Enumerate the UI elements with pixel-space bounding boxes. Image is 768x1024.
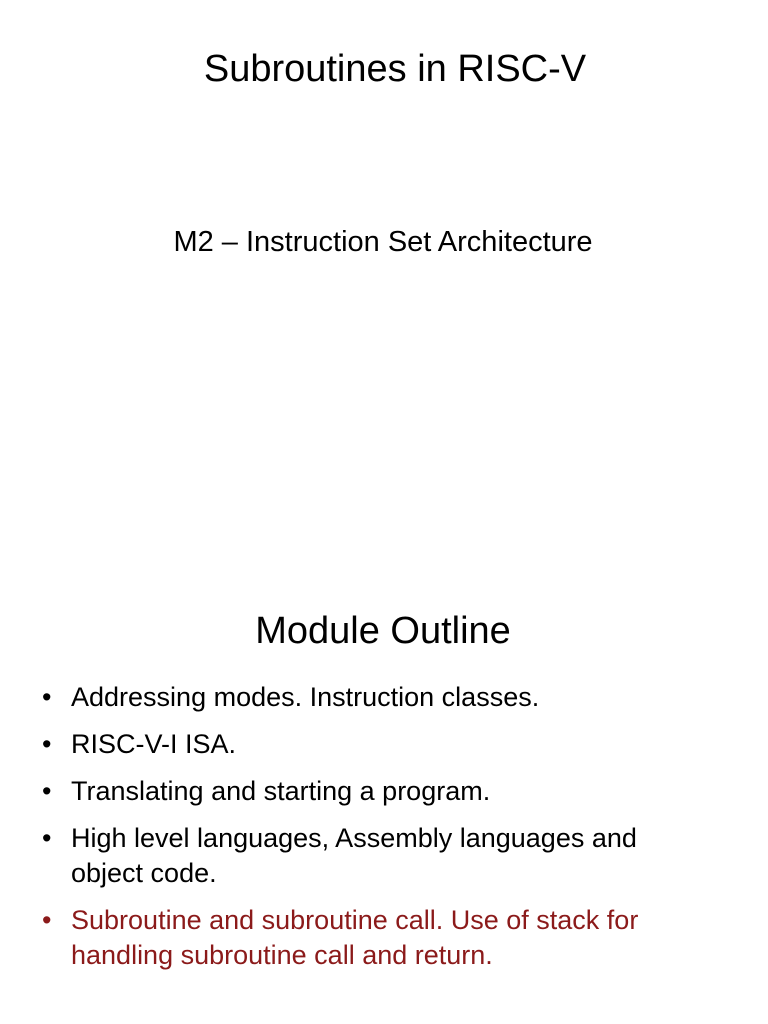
list-item [42,680,702,715]
list-item [42,821,702,891]
slide-title: Subroutines in RISC-V [203,48,587,90]
list-item-text: Addressing modes. Instruction classes. [71,682,540,712]
module-outline-title: Module Outline [255,610,511,652]
list-item [42,774,702,809]
bullet-icon: • [42,776,52,806]
slide-subtitle: M2 – Instruction Set Architecture [173,226,593,258]
list-item [42,727,702,762]
bullet-icon: • [42,729,52,759]
list-item-text: Subroutine and subroutine call. Use of stack for handling subroutine call and return. [71,905,639,970]
bullet-icon: • [42,823,52,853]
bullet-icon: • [42,905,52,935]
bullet-icon: • [42,682,52,712]
list-item-highlighted [42,903,702,973]
module-outline-list [42,680,702,985]
list-item-text: High level languages, Assembly languages and object code. [71,823,637,888]
list-item-text: RISC-V-I ISA. [71,729,237,759]
list-item-text: Translating and starting a program. [71,776,491,806]
